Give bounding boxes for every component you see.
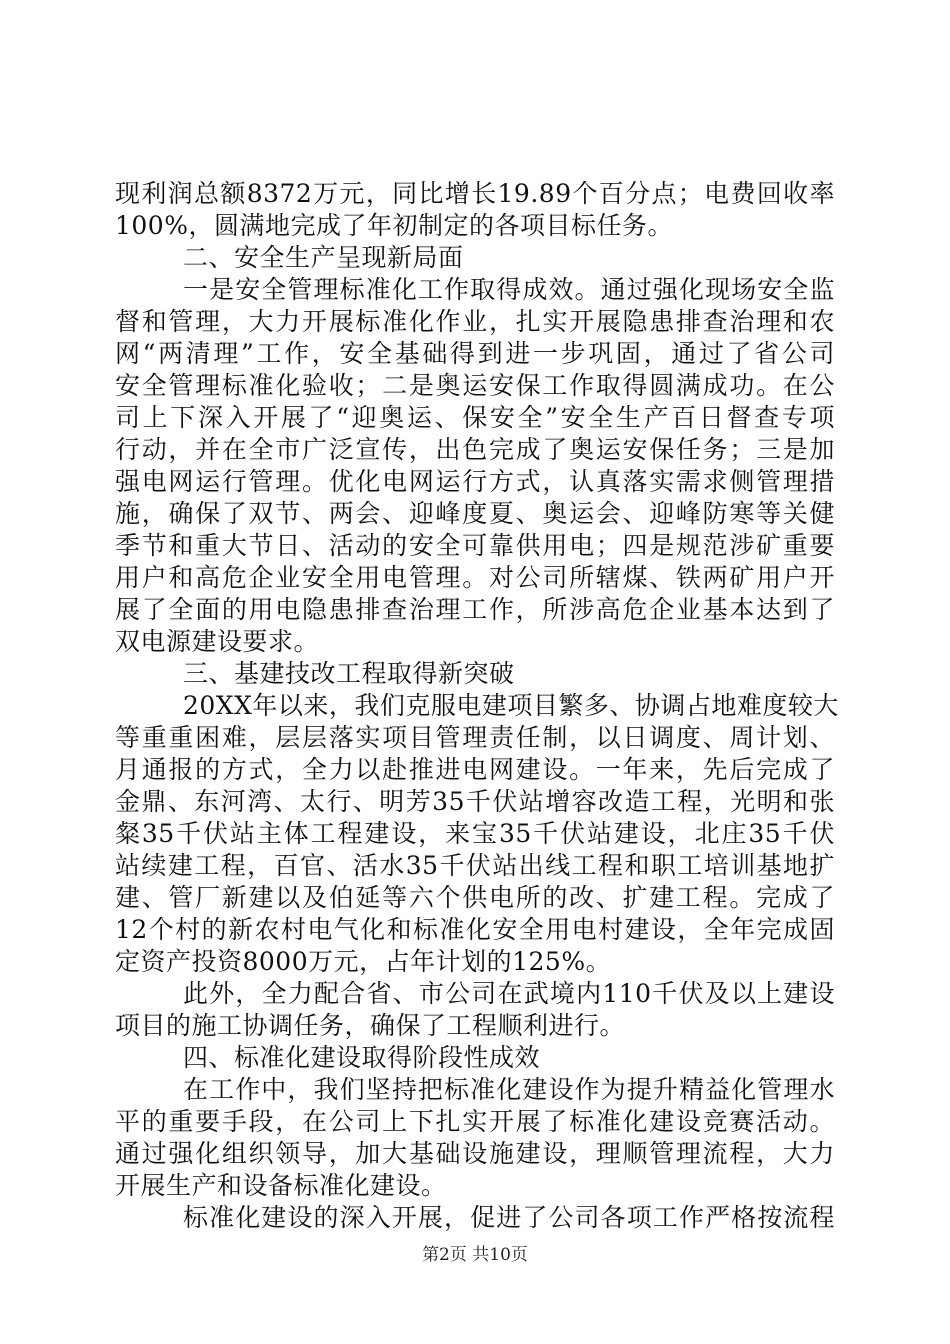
text-line: 双电源建设要求。 xyxy=(115,627,320,656)
page-number-footer: 第2页 共10页 xyxy=(422,1245,528,1265)
text-line: 项目的施工协调任务，确保了工程顺利进行。 xyxy=(115,1011,626,1040)
text-line: 12个村的新农村电气化和标准化安全用电村建设，全年完成固 xyxy=(115,915,835,944)
text-line: 通过强化组织领导，加大基础设施建设，理顺管理流程，大力 xyxy=(115,1139,835,1168)
text-line: 施，确保了双节、两会、迎峰度夏、奥运会、迎峰防寒等关健 xyxy=(115,499,835,528)
text-line: 行动，并在全市广泛宣传，出色完成了奥运安保任务；三是加 xyxy=(115,435,835,464)
text-line: 强电网运行管理。优化电网运行方式，认真落实需求侧管理措 xyxy=(115,467,835,496)
text-line: 站续建工程，百官、活水35千伏站出线工程和职工培训基地扩 xyxy=(115,851,835,880)
text-line: 督和管理，大力开展标准化作业，扎实开展隐患排查治理和农 xyxy=(115,307,835,336)
text-line: 在工作中，我们坚持把标准化建设作为提升精益化管理水 xyxy=(183,1075,835,1104)
text-line: 平的重要手段，在公司上下扎实开展了标准化建设竞赛活动。 xyxy=(115,1107,835,1136)
text-line: 展了全面的用电隐患排查治理工作，所涉高危企业基本达到了 xyxy=(115,595,835,624)
text-line: 等重重困难，层层落实项目管理责任制，以日调度、周计划、 xyxy=(115,723,835,752)
text-line: 定资产投资8000万元，占年计划的125%。 xyxy=(115,947,612,976)
text-line: 安全管理标准化验收；二是奥运安保工作取得圆满成功。在公 xyxy=(115,371,835,400)
text-line: 20XX年以来，我们克服电建项目繁多、协调占地难度较大 xyxy=(183,691,839,720)
text-line: 季节和重大节日、活动的安全可靠供用电；四是规范涉矿重要 xyxy=(115,531,835,560)
text-line: 月通报的方式，全力以赴推进电网建设。一年来，先后完成了 xyxy=(115,755,835,784)
text-line: 金鼎、东河湾、太行、明芳35千伏站增容改造工程，光明和张 xyxy=(115,787,835,816)
text-line: 司上下深入开展了“迎奥运、保安全”安全生产百日督查专项 xyxy=(115,403,835,432)
text-line: 此外，全力配合省、市公司在武境内110千伏及以上建设 xyxy=(183,979,835,1008)
section-heading: 四、标准化建设取得阶段性成效 xyxy=(183,1043,541,1072)
text-line: 100%，圆满地完成了年初制定的各项目标任务。 xyxy=(115,211,673,240)
text-line: 标准化建设的深入开展，促进了公司各项工作严格按流程 xyxy=(183,1203,835,1232)
text-line: 网“两清理”工作，安全基础得到进一步巩固，通过了省公司 xyxy=(115,339,835,368)
text-line: 粲35千伏站主体工程建设，来宝35千伏站建设，北庄35千伏 xyxy=(115,819,835,848)
text-line: 现利润总额8372万元，同比增长19.89个百分点；电费回收率 xyxy=(115,179,835,208)
text-line: 开展生产和设备标准化建设。 xyxy=(115,1171,447,1200)
text-line: 一是安全管理标准化工作取得成效。通过强化现场安全监 xyxy=(183,275,835,304)
section-heading: 三、基建技改工程取得新突破 xyxy=(183,659,515,688)
text-line: 用户和高危企业安全用电管理。对公司所辖煤、铁两矿用户开 xyxy=(115,563,835,592)
section-heading: 二、安全生产呈现新局面 xyxy=(183,243,464,272)
text-line: 建、管厂新建以及伯延等六个供电所的改、扩建工程。完成了 xyxy=(115,883,835,912)
